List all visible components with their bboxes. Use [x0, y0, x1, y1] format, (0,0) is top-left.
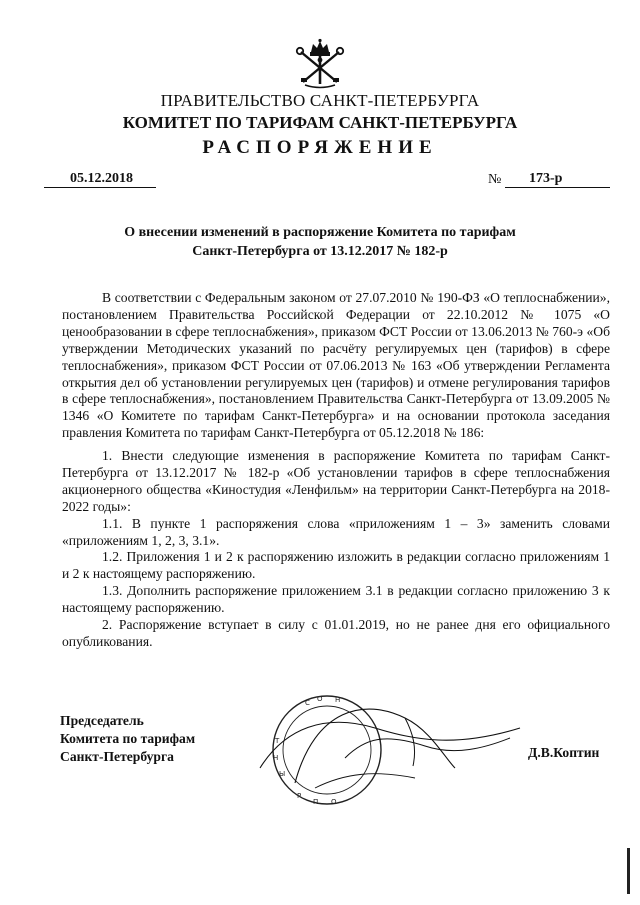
- signatory-title-line-2: Комитета по тарифам: [60, 731, 196, 746]
- document-date: 05.12.2018: [44, 170, 156, 188]
- scan-edge-mark: [627, 848, 630, 894]
- order-item-1: 1. Внести следующие изменения в распоряжение Комитета по тарифам Санкт-Петербурга от 13.12.2017 № 182-р «Об установлении тарифов в сфере теплоснабжения акционерного общества «Киностудия «Ленфильм» на территории Санкт-Петербурга на 2018-2022 годы»:: [62, 448, 610, 514]
- document-number: 173-р: [505, 170, 610, 188]
- svg-text:Т: Т: [275, 737, 280, 745]
- svg-text:Н: Н: [273, 754, 279, 762]
- government-title: ПРАВИТЕЛЬСТВО САНКТ-ПЕТЕРБУРГА: [160, 91, 480, 110]
- coat-of-arms-emblem: [291, 38, 349, 90]
- order-item-1-2: 1.2. Приложения 1 и 2 к распоряжению изложить в редакции согласно приложениям 1 и 2 к настоящему распоряжению.: [62, 549, 610, 582]
- preamble-paragraph: В соответствии с Федеральным законом от 27.07.2010 № 190-ФЗ «О теплоснабжении», постановлением Правительства Российской Федерации от 22.10.2012 № 1075 «О ценообразовании в сфере теплоснабжения», приказом ФСТ России от 13.06.2013 № 760-э «Об утверждении Методических указаний по расчёту регулируемых цен (тарифов) в сфере теплоснабжения», приказом ФСТ России от 07.06.2013 № 163 «Об утверждении Регламента открытия дел об установлении регулируемых цен (тарифов) и отмене регулирования тарифов в сфере теплоснабжения», постановлением Правительства Санкт-Петербурга от 13.09.2005 № 1346 «О Комитете по тарифам Санкт-Петербурга» и на основании протокола заседания правления Комитета по тарифам Санкт-Петербурга от 05.12.2018 № 186:: [62, 290, 610, 441]
- order-items: [62, 448, 610, 651]
- svg-text:Н: Н: [335, 696, 341, 704]
- svg-text:Р: Р: [297, 792, 302, 800]
- order-item-1-3: 1.3. Дополнить распоряжение приложением 3.1 в редакции согласно приложению 3 к настоящему распоряжению.: [62, 583, 610, 616]
- svg-text:О: О: [331, 798, 337, 806]
- number-sign: №: [488, 172, 502, 187]
- preamble-block: [62, 290, 610, 442]
- committee-title: КОМИТЕТ ПО ТАРИФАМ САНКТ-ПЕТЕРБУРГА: [122, 113, 518, 132]
- signatory-title-line-3: Санкт-Петербурга: [60, 749, 174, 764]
- svg-text:Ы: Ы: [279, 770, 286, 778]
- svg-text:П: П: [313, 798, 319, 806]
- order-item-1-1: 1.1. В пункте 1 распоряжения слова «приложениям 1 – 3» заменить словами «приложениям 1, 2, 3, 3.1».: [62, 515, 610, 548]
- document-type: РАСПОРЯЖЕНИЕ: [202, 137, 438, 158]
- seal-and-signature: [255, 688, 525, 813]
- svg-text:С: С: [305, 699, 310, 707]
- svg-text:О: О: [317, 695, 323, 703]
- signatory-name: Д.В.Коптин: [528, 745, 600, 760]
- signatory-title-line-1: Председатель: [60, 713, 144, 728]
- subject-line-1: О внесении изменений в распоряжение Комитета по тарифам: [124, 225, 516, 240]
- signatory-title: [60, 712, 195, 766]
- document-subject: [60, 223, 580, 261]
- subject-line-2: Санкт-Петербурга от 13.12.2017 № 182-р: [192, 244, 448, 259]
- order-item-2: 2. Распоряжение вступает в силу с 01.01.2019, но не ранее дня его официального опубликования.: [62, 617, 610, 649]
